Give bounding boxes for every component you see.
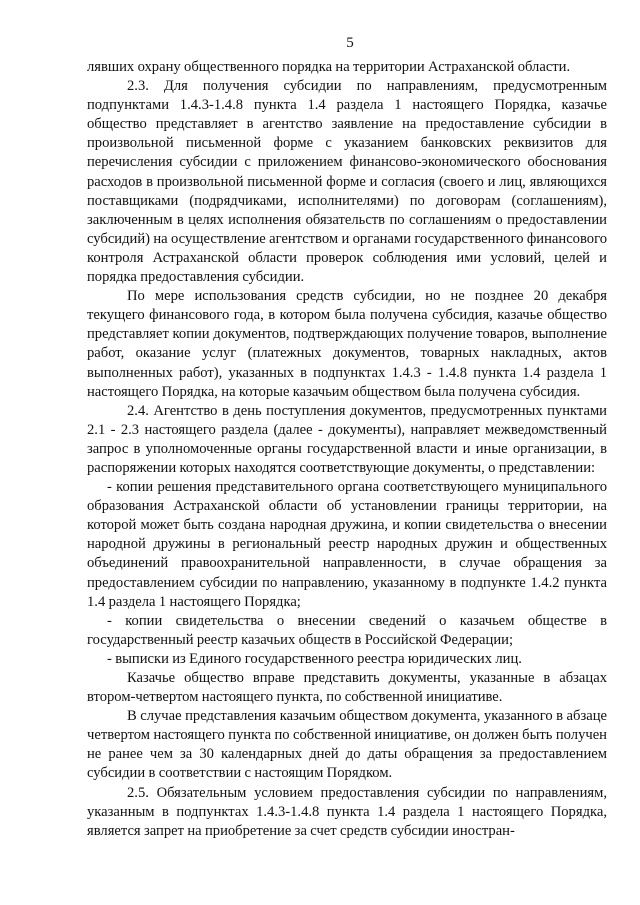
page-number: 5 [346,35,354,51]
paragraph-document-timing: В случае представления казачьим обществом документа, указанного в абзаце четвертом настоящего пункта по собственной инициативе, он должен быть получен не ранее чем за 30 календарных дней до даты обращения за предоставлением субсидии в соответствии с настоящим Порядком. [87,708,607,782]
list-item-registry-certificate: - копии свидетельства о внесении сведений о казачьем обществе в государственный реестр казачьих обществ в Российской Федерации; [87,612,607,648]
paragraph-continuation: лявших охрану общественного порядка на территории Астраханской области. [87,59,571,75]
paragraph-2-3: 2.3. Для получения субсидии по направлениям, предусмотренным подпунктами 1.4.3-1.4.8 пункта 1.4 раздела 1 настоящего Порядка, казачье общество представляет в агентство заявление на предоставление субсидии в произвольной письменной форме с указанием банковских реквизитов для перечисления субсидии с приложением финансово-экономического обоснования расходов в произвольной письменной форме и согласия (своего и лиц, являющихся поставщиками (подрядчиками, исполнителями) по договорам (соглашениям), заключенным в целях исполнения обязательств по соглашениям о предоставлении субсидий) на осуществление агентством и органами государственного финансового контроля Астраханской области проверок соблюдения ими условий, целей и порядка предоставления субсидии. [87,78,607,286]
list-item-decision-copy: - копии решения представительного органа соответствующего муниципального образования Астраханской области об установлении границы территории, на которой может быть создана народная дружина, и копии свидетельства о внесении народной дружины в региональный реестр народных дружин и общественных объединений правоохранительной направленности, в случае обращения за предоставлением субсидии по направлению, указанному в подпункте 1.4.2 пункта 1.4 раздела 1 настоящего Порядка; [87,479,607,610]
document-body [87,58,607,841]
paragraph-2-4: 2.4. Агентство в день поступления документов, предусмотренных пунктами 2.1 - 2.3 настоящего раздела (далее - документы), направляет межведомственный запрос в уполномоченные органы государственной власти и иные организации, в распоряжении которых находятся соответствующие документы, о представлении: [87,402,607,476]
paragraph-subsidy-usage: По мере использования средств субсидии, но не позднее 20 декабря текущего финансового года, в котором была получена субсидия, казачье общество представляет копии документов, подтверждающих получение товаров, выполнение работ, оказание услуг (платежных документов, товарных накладных, актов выполненных работ), указанных в подпунктах 1.4.3 - 1.4.8 пункта 1.4 раздела 1 настоящего Порядка, на которые казачьим обществом была получена субсидия. [87,288,607,400]
paragraph-2-5: 2.5. Обязательным условием предоставления субсидии по направлениям, указанным в подпунктах 1.4.3-1.4.8 пункта 1.4 раздела 1 настоящего Порядка, является запрет на приобретение за счет средств субсидии иностран- [87,784,607,839]
paragraph-own-initiative: Казачье общество вправе представить документы, указанные в абзацах втором-четвертом настоящего пункта, по собственной инициативе. [87,670,607,706]
list-item-egrul-extract: - выписки из Единого государственного реестра юридических лиц. [107,650,522,667]
